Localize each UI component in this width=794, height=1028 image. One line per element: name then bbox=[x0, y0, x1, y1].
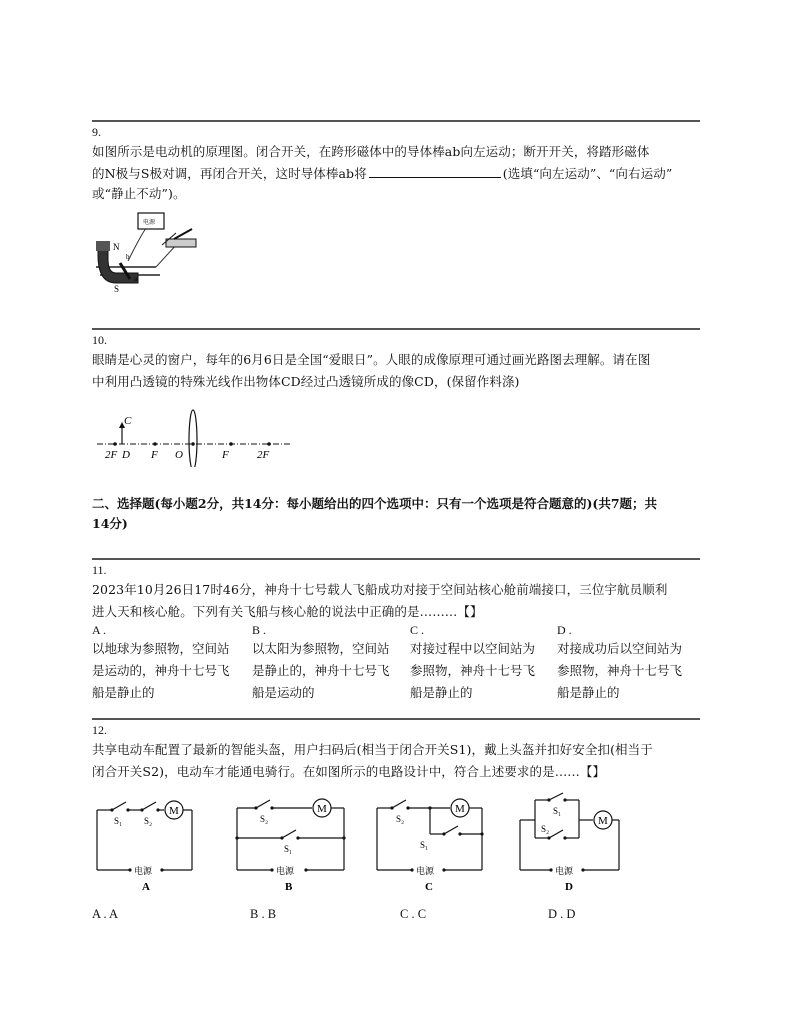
point-f-label: F bbox=[222, 449, 229, 461]
switch-label: S₂ bbox=[396, 814, 405, 824]
answer-blank[interactable] bbox=[369, 165, 501, 178]
section-heading bbox=[92, 494, 702, 534]
option-text: 对接成功后以空间站为 bbox=[557, 641, 683, 656]
question-text-pre: 的N极与S极对调，再闭合开关，这时导体棒ab将 bbox=[92, 166, 367, 181]
power-label: 电源 bbox=[134, 866, 153, 876]
option-label: A . bbox=[92, 623, 107, 637]
point-2f-label: 2F bbox=[105, 449, 118, 461]
option-text: 是静止的，神舟十七号飞 bbox=[252, 663, 390, 678]
question-text: 共享电动车配置了最新的智能头盔，用户扫码后(相当于闭合开关S1)，戴上头盔并扣好安全扣(相当于 bbox=[92, 742, 653, 757]
option-text: 参照物，神舟十七号飞 bbox=[410, 663, 536, 678]
option-c[interactable] bbox=[410, 622, 552, 704]
option-text: 船是静止的 bbox=[92, 685, 155, 700]
option-text: 是运动的，神舟十七号飞 bbox=[92, 663, 230, 678]
circuit-label: C bbox=[425, 881, 433, 893]
answer-option-c[interactable]: C . C bbox=[400, 907, 427, 921]
rod-end-label: a bbox=[134, 275, 138, 283]
motor-principle-figure bbox=[86, 205, 216, 295]
motor-label: M bbox=[317, 803, 327, 815]
option-d[interactable] bbox=[557, 622, 699, 704]
option-label: B . bbox=[252, 623, 267, 637]
circuit-label: D bbox=[565, 881, 573, 893]
circuit-b bbox=[232, 790, 352, 895]
option-text: 船是静止的 bbox=[410, 685, 473, 700]
question-text: 或“静止不动”)。 bbox=[92, 186, 186, 201]
switch-label: S₁ bbox=[284, 844, 293, 854]
divider bbox=[92, 718, 700, 720]
switch-label: S₂ bbox=[541, 824, 550, 834]
switch-label: S₁ bbox=[420, 840, 429, 850]
question-text: 中利用凸透镜的特殊光线作出物体CD经过凸透镜所成的像CD，(保留作料涤) bbox=[92, 374, 520, 389]
option-b[interactable] bbox=[252, 622, 394, 704]
divider bbox=[92, 120, 700, 122]
question-number: 9. bbox=[92, 125, 101, 139]
section-heading-line: 二、选择题(每小题2分，共14分：每小题给出的四个选项中：只有一个选项是符合题意的)(共7题；共 bbox=[92, 496, 658, 511]
circuit-label: A bbox=[142, 881, 150, 893]
power-label: 电源 bbox=[555, 866, 574, 876]
question-text: 如图所示是电动机的原理图。闭合开关，在跨形磁体中的导体棒ab向左运动；断开开关，将踏形磁体 bbox=[92, 144, 650, 159]
circuit-a bbox=[92, 790, 202, 895]
point-o-label: O bbox=[175, 449, 183, 461]
circuit-d bbox=[515, 790, 625, 895]
question-text: 眼睛是心灵的窗户，每年的6月6日是全国“爱眼日”。人眼的成像原理可通过画光路图去理解。请在图 bbox=[92, 352, 651, 367]
answer-option-d[interactable]: D . D bbox=[548, 907, 576, 921]
motor-label: M bbox=[169, 805, 179, 817]
answer-option-a[interactable]: A . A bbox=[92, 907, 119, 921]
question-text: 进人天和核心舱。下列有关飞船与核心舱的说法中正确的是………【】 bbox=[92, 604, 483, 619]
power-label: 电源 bbox=[276, 866, 295, 876]
pole-s-label: S bbox=[114, 284, 120, 294]
point-d-label: D bbox=[122, 449, 130, 461]
question-text: 闭合开关S2)，电动车才能通电骑行。在如图所示的电路设计中，符合上述要求的是……【】 bbox=[92, 764, 606, 779]
motor-label: M bbox=[598, 815, 608, 827]
motor-label: M bbox=[455, 803, 465, 815]
circuit-label: B bbox=[285, 881, 293, 893]
question-number: 11. bbox=[92, 563, 107, 577]
switch-label: S₂ bbox=[144, 816, 153, 826]
question-text: 2023年10月26日17时46分，神舟十七号载人飞船成功对接于空间站核心舱前端接口，三位宇航员顺利 bbox=[92, 582, 668, 597]
point-c-label: C bbox=[124, 415, 132, 427]
option-text: 船是静止的 bbox=[557, 685, 620, 700]
lens-diagram bbox=[95, 402, 295, 467]
question-number: 10. bbox=[92, 333, 107, 347]
pole-n-label: N bbox=[113, 242, 120, 252]
section-heading-line: 14分) bbox=[92, 516, 128, 531]
answer-option-b[interactable]: B . B bbox=[250, 907, 277, 921]
option-a[interactable] bbox=[92, 622, 234, 704]
option-label: C . bbox=[410, 623, 425, 637]
question-text bbox=[92, 164, 672, 182]
option-text: 以地球为参照物，空间站 bbox=[92, 641, 230, 656]
circuit-c bbox=[372, 790, 490, 895]
rod-end-label: b bbox=[126, 253, 130, 261]
power-box-label: 电源 bbox=[143, 220, 156, 226]
point-f-label: F bbox=[151, 449, 158, 461]
point-2f-label: 2F bbox=[257, 449, 270, 461]
switch-label: S₁ bbox=[114, 816, 123, 826]
question-number: 12. bbox=[92, 723, 107, 737]
divider bbox=[92, 328, 700, 330]
question-text-post: (选填“向左运动”、“向右运动” bbox=[502, 166, 673, 181]
switch-label: S₂ bbox=[260, 814, 269, 824]
switch-label: S₁ bbox=[553, 806, 562, 816]
option-text: 参照物，神舟十七号飞 bbox=[557, 663, 683, 678]
divider bbox=[92, 558, 700, 560]
option-label: D . bbox=[557, 623, 572, 637]
option-text: 以太阳为参照物，空间站 bbox=[252, 641, 390, 656]
option-text: 对接过程中以空间站为 bbox=[410, 641, 536, 656]
power-label: 电源 bbox=[416, 866, 435, 876]
option-text: 船是运动的 bbox=[252, 685, 315, 700]
